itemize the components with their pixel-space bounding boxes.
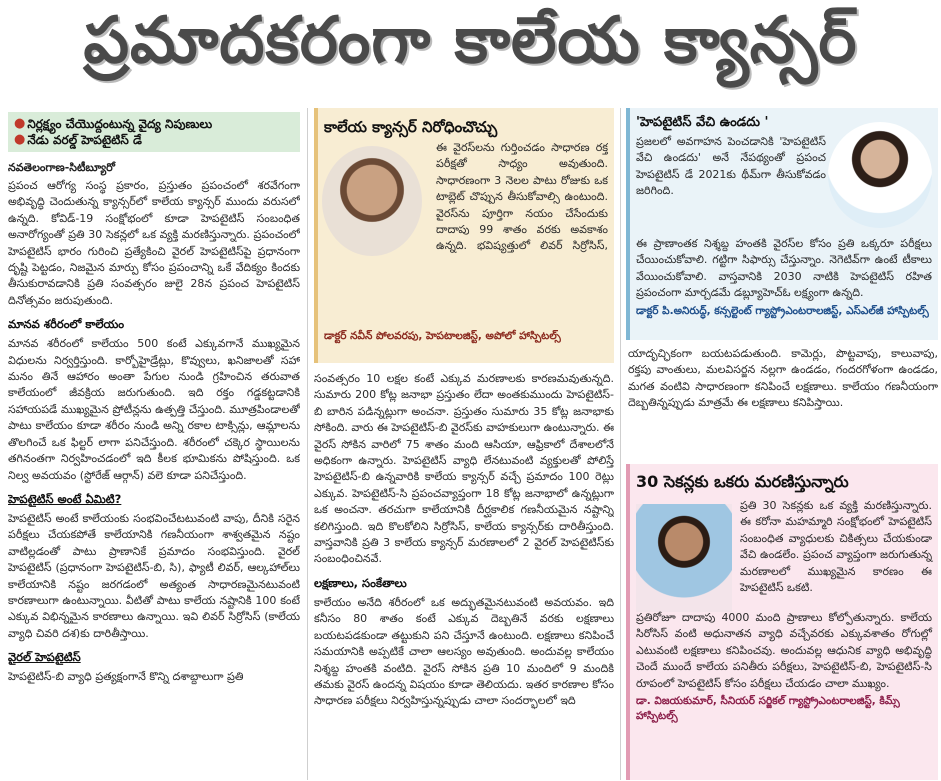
prevention-credit: డాక్టర్ నవీన్ పోలవరపు, హెపటాలజిస్ట్, అపోలో హాస్పిటల్స్ (324, 330, 561, 342)
doctor-photo (322, 146, 422, 256)
hepatitis-cant-wait-title: 'హెపటైటిస్ వేచి ఉండదు ' (636, 115, 769, 130)
viral-hepatitis-paragraph: హెపటైటిస్-బి వ్యాధి ప్రత్యక్షంగానే కొన్ని దశాబ్దాలుగా ప్రతి (8, 670, 244, 684)
highlight-item (14, 116, 294, 132)
symptoms-continued-paragraph: యాదృచ్ఛికంగా బయటపడుతుంది. కామెర్లు, పొట్టవాపు, కాలువాపు, రక్తపు వాంతులు, మలవిసర్జన నల్లగా ఉండడం, గందరగోళంగా ఉండడం, మగత వంటివి సాధారణంగా కనిపించే లక్షణాలు. కాలేయం గణనీయంగా దెబ్బతిన్నప్పుడు మాత్రమే ఈ లక్షణాలు కనిపిస్తాయి. (628, 347, 938, 410)
testing-text: ఈ ప్రాణాంతక నిశ్శబ్ద హంతకి వైరస్‌ల కోసం ప్రతి ఒక్కరూ పరీక్షలు చేయించుకోవాలి. గట్టిగా సిఫార్సు చేస్తున్నాం. నెగెటివ్‌గా ఉంటే టీకాలు వేయించుకోవాలి. వాస్తవానికి 2030 నాటికి హెపటైటిస్ రహిత ప్రపంచంగా మార్చడమే డబ్ల్యూహెచ్ఓ లక్ష్యంగా ఉన్నది. (636, 237, 932, 300)
highlight-item (14, 132, 294, 148)
prevention-text: ఈ వైరస్‌లను గుర్తించడం సాధారణ రక్త పరీక్షతో సాధ్యం అవుతుంది. సాధారణంగా 3 నెలల పాటు రోజుకు ఒక టాబ్లెట్ చొప్పున తీసుకోవాల్సి ఉంటుంది. వైరస్‌ను పూర్తిగా నయం చేసేందుకు దాదాపు 99 శాతం వరకు అవకాశం ఉన్నది. భవిష్యత్తులో లివర్ సిర్రోసిస్, (436, 141, 608, 253)
liver-paragraph: మానవ శరీరంలో కాలేయం 500 కంటే ఎక్కువగానే ముఖ్యమైన విధులను నిర్వర్తిస్తుంది. కార్బోహైడ్రేట్లు, కొవ్వులు, ఖనిజాలతో సహా మనం తినే ఆహారం అంతా పేగుల నుండి గ్రహించిన తరువాత కాలేయంలో జీవక్రియ జరుగుతుంది. ఇది రక్తం గడ్డకట్టడానికి సహాయపడే ముఖ్యమైన ప్రోటీన్లను ఉత్పత్తి చేస్తుంది. మూత్రపిండాలతో పాటు కాలేయం కూడా శరీరం నుండి అన్ని రకాల టాక్సిన్లు, ఆమ్లాలను తొలగించే ఒక ఫిల్టర్ లాగా పనిచేస్తుంది. శరీరంలో చక్కెర స్థాయిలను తగినంతగా నిర్వహించడంలో ఇది కీలక భూమికను పోషిస్తుంది. ఒక నిల్వ అవయవం (స్టోరేజ్ ఆర్గాన్) వలె కూడా పనిచేస్తుంది. (8, 337, 300, 482)
death-box-body-full (636, 610, 932, 725)
subheading-viral-hepatitis: వైరల్ హెపటైటిస్ (8, 650, 81, 665)
bullet-icon: ● (14, 132, 26, 147)
prevention-box (314, 108, 614, 363)
middle-article (314, 363, 614, 710)
death-every-30-seconds-title: 30 సెకన్లకు ఒకరు మరణిస్తున్నారు (636, 472, 849, 491)
theme-text: ప్రజలలో అవగాహన పెంచడానికి 'హెపటైటిస్ వేచి ఉండదు' అనే నేపథ్యంతో ప్రపంచ హెపటైటిస్ డే 2021కు థీమ్‌గా తీసుకోవడం జరిగింది. (636, 135, 826, 198)
death-box-body (740, 498, 932, 596)
highlights-box (8, 112, 300, 152)
hepatitis-paragraph: హెపటైటిస్ అంటే కాలేయంకు సంభవించేటటువంటి వాపు, దీనికి సరైన పరీక్షలు చేయకపోతే కాలేయానికి గణనీయంగా శాశ్వతమైన నష్టం వాటిల్లడంతో పాటు ప్రాణానికే ప్రమాదం సంభవిస్తుంది. వైరల్ హెపటైటిస్ (ప్రధానంగా హెపటైటిస్-బి, సి), ఫ్యాటీ లివర్, ఆల్కహాల్‌లు కాలేయానికి నష్టం జరగడంలో అత్యంత సాధారణమైనటువంటి కారణాలుగా ఉంటున్నాయి. వీటితో పాటు కాలేయ నష్టానికి 100 కంటే ఎక్కువ విభిన్నమైన కారణాలు ఉన్నాయి. ఇవి లివర్ సిర్రోసిస్ (కాలేయ వ్యాధి చివరి దశ)కు దారితీస్తాయి. (8, 511, 300, 640)
subheading-symptoms: లక్షణాలు, సంకేతాలు (314, 575, 407, 590)
right-column (626, 108, 938, 780)
prevention-credit-wrap (324, 326, 608, 345)
doctor-photo (828, 122, 932, 228)
intro-paragraph: ప్రపంచ ఆరోగ్య సంస్థ ప్రకారం, ప్రస్తుతం ప్రపంచంలో శరవేగంగా అభివృద్ధి చెందుతున్న క్యాన్సర్‌లో కాలేయ క్యాన్సర్ ముందు వరుసలో ఉన్నది. కోవిడ్-19 సంక్షోభంలో కూడా హెపటైటిస్ సంబంధిత అనారోగ్యంతో ప్రతి 30 సెకన్లలో ఒక వ్యక్తి మరణిస్తున్నారు. ప్రపంచంలో హెపటైటిస్ భారం గురించి ప్రత్యేకించి వైరల్ హెపటైటిస్‌పై ప్రధానంగా దృష్టి పెట్టడం, నిజమైన మార్పు కోసం ప్రపంచాన్ని ఒకే వేదిక్యం కిందకు తీసుకురావడానికి ప్రతి సంవత్సరం జులై 28న ప్రపంచ హెపటైటిస్ దినోత్సవం జరుపుతుంది. (8, 179, 300, 307)
headline: ప్రమాదకరంగా కాలేయ క్యాన్సర్ (83, 3, 858, 78)
prevention-title: కాలేయ క్యాన్సర్ నిరోధించొచ్చు (324, 118, 498, 136)
hepatitis-cant-wait-body (636, 134, 826, 200)
doctor-photo (636, 504, 732, 612)
death-box-text: ప్రతి 30 సెకన్లకు ఒక వ్యక్తి మరణిస్తున్నారు. ఈ కరోనా మహమ్మారి సంక్షోభంలో హెపటైటిస్ సంబంధిత వ్యాధులకు చికిత్సలు చేయకుండా వేచి ఉండలేం. ప్రపంచ వ్యాప్తంగా జరుగుతున్న మరణాలలో ముఖ్యమైన కారణం ఈ హెపటైటిస్ ఒకటి. (740, 499, 932, 595)
highlight-text: నిర్లక్ష్యం చేయొద్దంటున్న వైద్య నిపుణులు (27, 117, 213, 131)
symptoms-paragraph: కాలేయం అనేది శరీరంలో ఒక అద్భుతమైనటువంటి అవయవం. ఇది కనీసం 80 శాతం కంటే ఎక్కువ దెబ్బతినే వరకు లక్షణాలు బయటపడకుండా తట్టుకుని పని చేస్తూనే ఉంటుంది. లక్షణాలు కనిపించే సమయానికి అప్పటికే చాలా ఆలస్యం అవుతుంది. అందువల్ల కాలేయం నిశ్శబ్ద హంతకి వంటిది. వైరస్ సోకిన ప్రతి 10 మందిలో 9 మందికి తమకు వైరస్ ఉందన్న విషయం కూడా తెలియదు. ఇతర కారణాల కోసం సాధారణ పరీక్షలు నిర్వహిస్తున్నప్పుడు చాలా సందర్భాలలో ఇది (314, 595, 614, 708)
highlight-text: నేడు వరల్డ్ హెపటైటిస్ డే (27, 133, 142, 147)
hepatitis-cant-wait-body-full (636, 236, 932, 320)
middle-column (314, 108, 614, 780)
column-divider (620, 108, 621, 780)
hepatitis-stats-paragraph: సంవత్సరం 10 లక్షల కంటే ఎక్కువ మరణాలకు కారణమవుతున్నది. సుమారు 200 కోట్ల జనాభా ప్రస్తుతం లేదా అంతకుముందు హెపటైటిస్-బి బారిన పడిన్నట్లుగా అంచనా. ప్రస్తుతం సుమారు 35 కోట్ల జనాభాకు సోకింది. వారు ఈ హెపటైటిస్-బి వైరస్‌కు వాహకులుగా ఉంటున్నారు. ఈ వైరస్ సోకిన వారిలో 75 శాతం మంది ఆసియా, ఆఫ్రికాలో దేశాలలోనే అధికంగా ఉన్నారు. హెపటైటిస్ వ్యాధి లేనటువంటి వ్యక్తులతో పోలిస్తే హెపటైటిస్-బి ఉన్నవారికి కాలేయ క్యాన్సర్ వచ్చే ప్రమాదం 100 రెట్లు ఎక్కువ. హెపటైటిస్-సి ప్రపంచవ్యాప్తంగా 18 కోట్ల జనాభాలో ఉన్నట్లుగా ఒక అంచనా. తరచుగా కాలేయానికి దీర్ఘకాలిక గణనీయమైన నష్టాన్ని కలిగిస్తుంది. ఇది కొలకోలిని సిర్రోసిస్, కాలేయ క్యాన్సర్‌కు దారితీస్తుంది. వాస్తవానికి ప్రతి 3 కాలేయ క్యాన్సర్ మరణాలలో 2 వైరల్ హెపటైటిస్‌కు సంబంధించినవే. (314, 372, 614, 566)
column-divider (307, 108, 308, 780)
doctor-credit: డాక్టర్ పి.అనిరుద్ధ్, కన్సల్టెంట్ గ్యాస్ట్రోఎంటరాలజిస్ట్, ఎస్ఎల్‌జీ హాస్పిటల్స్ (636, 304, 929, 317)
prevention-body (436, 140, 608, 256)
subheading-hepatitis: హెపటైటిస్ అంటే ఏమిటి? (8, 491, 122, 506)
doctor-credit: డా. విజయకుమార్, సీనియర్ సర్జికల్ గ్యాస్ట్రోఎంటరాలజిస్ట్, కిమ్స్ హాస్పిటల్స్ (636, 695, 900, 723)
death-every-30-seconds-box (626, 464, 938, 780)
symptoms-continued (626, 340, 938, 412)
main-article-column (8, 112, 300, 780)
death-box-text-2: ప్రతిరోజూ దాదాపు 4000 మంది ప్రాణాలు కోల్పోతున్నారు. కాలేయ సిరోసిస్ వంటి అధునాతన వ్యాధి వచ్చేవరకు ఎక్కువశాతం రోగుల్లో ఎటువంటి లక్షణాలు కనిపించవు. అందువల్ల ఆధునిక వ్యాధి అభివృద్ధి చెందే ముందే కాలేయ పనితీరు పరీక్షలు, హెపటైటిస్-బి, హెపటైటిస్-సి రూపంలో హెపటైటిస్ కోసం పరీక్షలు చేయడం చాలా ముఖ్యం. (636, 611, 932, 690)
hepatitis-cant-wait-box (626, 108, 938, 340)
subheading-liver: మానవ శరీరంలో కాలేయం (8, 317, 125, 332)
bullet-icon: ● (14, 116, 26, 131)
byline: నవతెలంగాణ-సిటీబ్యూరో (8, 161, 115, 174)
